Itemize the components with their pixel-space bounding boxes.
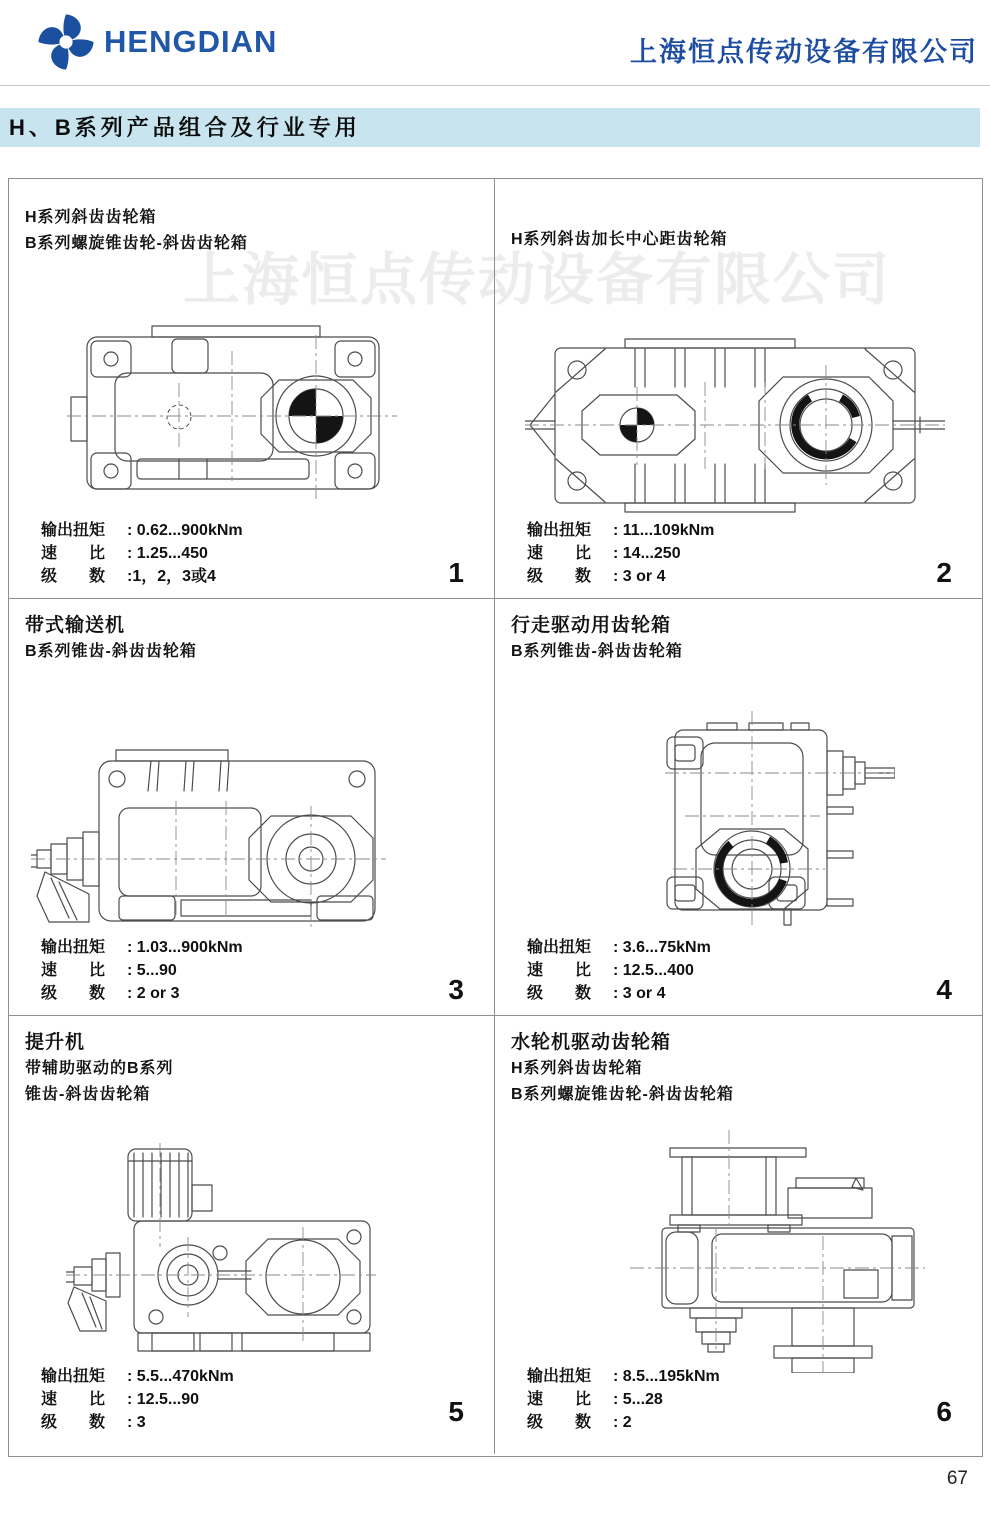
panel-title-block: [25, 205, 248, 257]
panel-subtitle: 带辅助驱动的B系列: [25, 1060, 174, 1077]
section-banner: H、B系列产品组合及行业专用: [0, 108, 980, 147]
spec-stages: 级 数 : 2 or 3: [41, 985, 180, 1002]
panel-1: [9, 179, 495, 599]
panel-number: 3: [448, 974, 464, 1005]
gearbox-drawing-6: [620, 1128, 930, 1373]
spec-torque: 输出扭矩 : 5.5...470kNm: [41, 1368, 234, 1385]
panel-number: 2: [936, 557, 952, 588]
panel-title: 水轮机驱动齿轮箱: [511, 1032, 672, 1053]
panel-subtitle: H系列斜齿齿轮箱: [25, 209, 157, 226]
spec-ratio: 速 比 : 1.25...450: [41, 545, 208, 562]
spec-ratio: 速 比 : 12.5...90: [41, 1391, 200, 1408]
panel-2: [495, 179, 982, 599]
spec-block: [527, 1365, 720, 1434]
spec-ratio: 速 比 : 14...250: [527, 545, 681, 562]
panel-subtitle: B系列锥齿-斜齿齿轮箱: [511, 643, 683, 660]
spec-block: [41, 519, 243, 588]
spec-block: [527, 936, 711, 1005]
panel-title-block: [511, 613, 683, 665]
panel-subtitle: H系列斜齿齿轮箱: [511, 1060, 643, 1077]
header-divider: [0, 85, 990, 86]
spec-block: [527, 519, 714, 588]
spec-stages: 级 数 : 3: [41, 1414, 146, 1431]
panel-subtitle: H系列斜齿加长中心距齿轮箱: [511, 231, 728, 248]
spec-ratio: 速 比 : 12.5...400: [527, 962, 694, 979]
panel-number: 6: [936, 1396, 952, 1427]
spec-torque: 输出扭矩 : 1.03...900kNm: [41, 939, 243, 956]
panel-subtitle: B系列螺旋锥齿轮-斜齿齿轮箱: [511, 1086, 734, 1103]
panel-subtitle: B系列锥齿-斜齿齿轮箱: [25, 643, 197, 660]
panel-4: [495, 599, 982, 1016]
spec-block: [41, 1365, 234, 1434]
panel-5: [9, 1016, 495, 1454]
brand-text: HENGDIAN: [104, 24, 278, 59]
spec-ratio: 速 比 : 5...90: [41, 962, 177, 979]
panel-title-block: [25, 1030, 174, 1108]
gearbox-drawing-5: [66, 1141, 376, 1359]
panel-title-block: [511, 227, 728, 253]
panel-title: 带式输送机: [25, 615, 126, 636]
spec-ratio: 速 比 : 5...28: [527, 1391, 663, 1408]
spec-stages: 级 数 : 3 or 4: [527, 985, 666, 1002]
gearbox-drawing-2: [525, 337, 945, 514]
spec-block: [41, 936, 243, 1005]
gearbox-drawing-4: [645, 701, 895, 933]
gearbox-drawing-3: [31, 746, 386, 931]
spec-torque: 输出扭矩 : 11...109kNm: [527, 522, 715, 539]
company-name: 上海恒点传动设备有限公司: [630, 37, 978, 67]
watermark: 上海恒点传动设备有限公司: [183, 248, 891, 312]
panel-number: 4: [936, 974, 952, 1005]
spec-stages: 级 数 :1，2，3或4: [41, 568, 216, 585]
spec-torque: 输出扭矩 : 0.62...900kNm: [41, 522, 243, 539]
panel-number: 5: [448, 1396, 464, 1427]
product-grid: [8, 178, 983, 1457]
panel-title-block: [25, 613, 197, 665]
spec-stages: 级 数 : 3 or 4: [527, 568, 666, 585]
panel-subtitle: B系列螺旋锥齿轮-斜齿齿轮箱: [25, 235, 248, 252]
panel-title: 提升机: [25, 1032, 86, 1053]
spec-stages: 级 数 : 2: [527, 1414, 632, 1431]
spec-torque: 输出扭矩 : 8.5...195kNm: [527, 1368, 720, 1385]
spec-torque: 输出扭矩 : 3.6...75kNm: [527, 939, 711, 956]
panel-number: 1: [448, 557, 464, 588]
panel-title-block: [511, 1030, 734, 1108]
panel-6: [495, 1016, 982, 1454]
gearbox-drawing-1: [67, 321, 397, 509]
panel-3: [9, 599, 495, 1016]
pinwheel-logo-icon: [36, 10, 96, 74]
page-number: 67: [946, 1468, 968, 1489]
panel-subtitle: 锥齿-斜齿齿轮箱: [25, 1086, 151, 1103]
panel-title: 行走驱动用齿轮箱: [511, 615, 672, 636]
